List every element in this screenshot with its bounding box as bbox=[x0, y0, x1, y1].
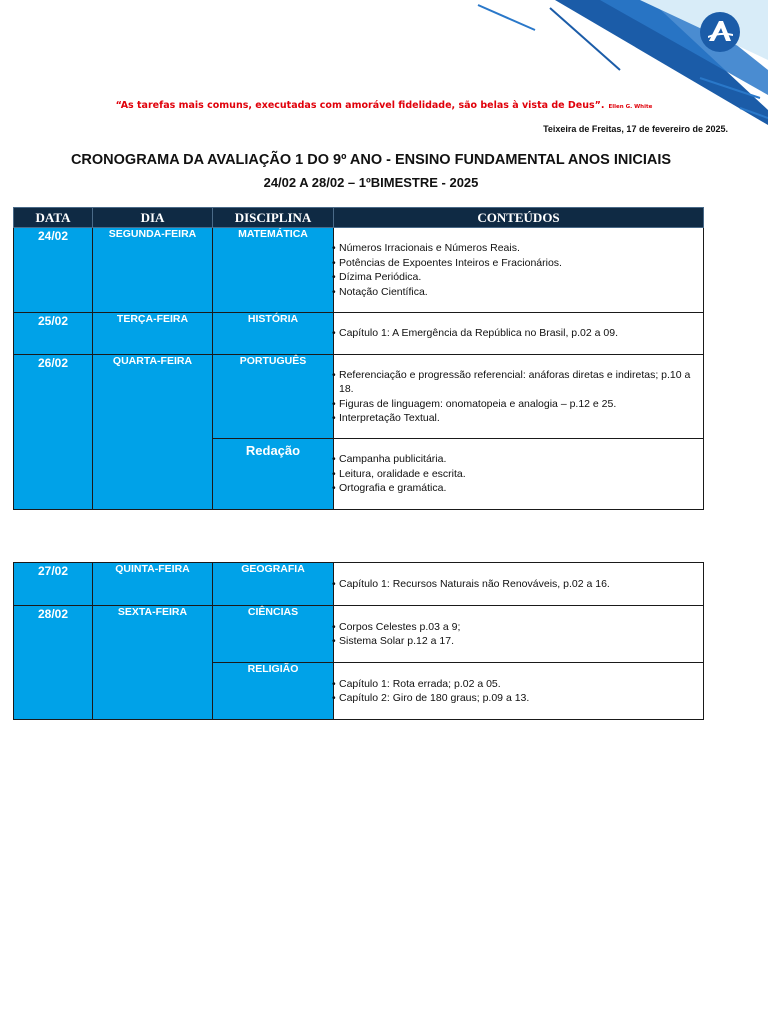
subject-cell: PORTUGUÊS bbox=[213, 355, 334, 439]
header-date: DATA bbox=[14, 208, 93, 228]
content-item: • Capítulo 1: A Emergência da República no Brasil, p.02 a 09. bbox=[334, 326, 703, 341]
place-date: Teixeira de Freitas, 17 de fevereiro de 2025. bbox=[543, 124, 728, 134]
page-subtitle: 24/02 A 28/02 – 1ºBIMESTRE - 2025 bbox=[263, 175, 479, 190]
header-subject: DISCIPLINA bbox=[213, 208, 334, 228]
page-title: CRONOGRAMA DA AVALIAÇÃO 1 DO 9º ANO - ENSINO FUNDAMENTAL ANOS INICIAIS bbox=[70, 152, 672, 168]
contents-cell bbox=[334, 606, 704, 663]
subject-cell: Redação bbox=[213, 439, 334, 510]
content-item: • Números Irracionais e Números Reais. bbox=[334, 241, 703, 256]
content-item: • Capítulo 1: Recursos Naturais não Renováveis, p.02 a 16. bbox=[334, 577, 703, 592]
subject-cell: RELIGIÃO bbox=[213, 663, 334, 720]
date-cell: 25/02 bbox=[14, 313, 93, 355]
header-quote bbox=[0, 100, 768, 111]
content-item: • Ortografia e gramática. bbox=[334, 481, 703, 496]
date-cell: 26/02 bbox=[14, 355, 93, 510]
date-cell: 27/02 bbox=[14, 563, 93, 606]
content-item: • Notação Científica. bbox=[334, 285, 703, 300]
content-item: • Dízima Periódica. bbox=[334, 270, 703, 285]
table-row bbox=[14, 313, 704, 355]
contents-cell bbox=[334, 228, 704, 313]
schedule-table-continued bbox=[13, 562, 704, 720]
date-cell: 28/02 bbox=[14, 606, 93, 720]
content-item: • Sistema Solar p.12 a 17. bbox=[334, 634, 703, 649]
day-cell: QUARTA-FEIRA bbox=[93, 355, 213, 510]
day-cell: TERÇA-FEIRA bbox=[93, 313, 213, 355]
contents-cell bbox=[334, 313, 704, 355]
content-item: • Corpos Celestes p.03 a 9; bbox=[334, 620, 703, 635]
table-row bbox=[14, 606, 704, 663]
day-cell: SEGUNDA-FEIRA bbox=[93, 228, 213, 313]
subject-cell: MATEMÁTICA bbox=[213, 228, 334, 313]
subject-cell: HISTÓRIA bbox=[213, 313, 334, 355]
day-cell: SEXTA-FEIRA bbox=[93, 606, 213, 720]
content-item: • Interpretação Textual. bbox=[334, 411, 703, 426]
content-item: • Referenciação e progressão referencial: anáforas diretas e indiretas; p.10 a 18. bbox=[334, 368, 703, 397]
content-item: • Figuras de linguagem: onomatopeia e analogia – p.12 e 25. bbox=[334, 397, 703, 412]
subject-cell: CIÊNCIAS bbox=[213, 606, 334, 663]
content-item: • Potências de Expoentes Inteiros e Fracionários. bbox=[334, 256, 703, 271]
table-row bbox=[14, 355, 704, 439]
schedule-table bbox=[13, 207, 704, 510]
contents-cell bbox=[334, 439, 704, 510]
quote-text: “As tarefas mais comuns, executadas com amorável fidelidade, são belas à vista de Deus”. bbox=[115, 100, 605, 111]
day-cell: QUINTA-FEIRA bbox=[93, 563, 213, 606]
contents-cell bbox=[334, 563, 704, 606]
a-logo-icon bbox=[700, 12, 740, 52]
contents-cell bbox=[334, 663, 704, 720]
header-day: DIA bbox=[93, 208, 213, 228]
subject-cell: GEOGRAFIA bbox=[213, 563, 334, 606]
content-item: • Campanha publicitária. bbox=[334, 452, 703, 467]
content-item: • Capítulo 1: Rota errada; p.02 a 05. bbox=[334, 677, 703, 692]
quote-author: Ellen G. White bbox=[608, 104, 653, 110]
table-header-row bbox=[14, 208, 704, 228]
header-contents: CONTEÚDOS bbox=[334, 208, 704, 228]
table-row bbox=[14, 563, 704, 606]
content-item: • Capítulo 2: Giro de 180 graus; p.09 a 13. bbox=[334, 691, 703, 706]
table-row bbox=[14, 228, 704, 313]
date-cell: 24/02 bbox=[14, 228, 93, 313]
content-item: • Leitura, oralidade e escrita. bbox=[334, 467, 703, 482]
contents-cell bbox=[334, 355, 704, 439]
